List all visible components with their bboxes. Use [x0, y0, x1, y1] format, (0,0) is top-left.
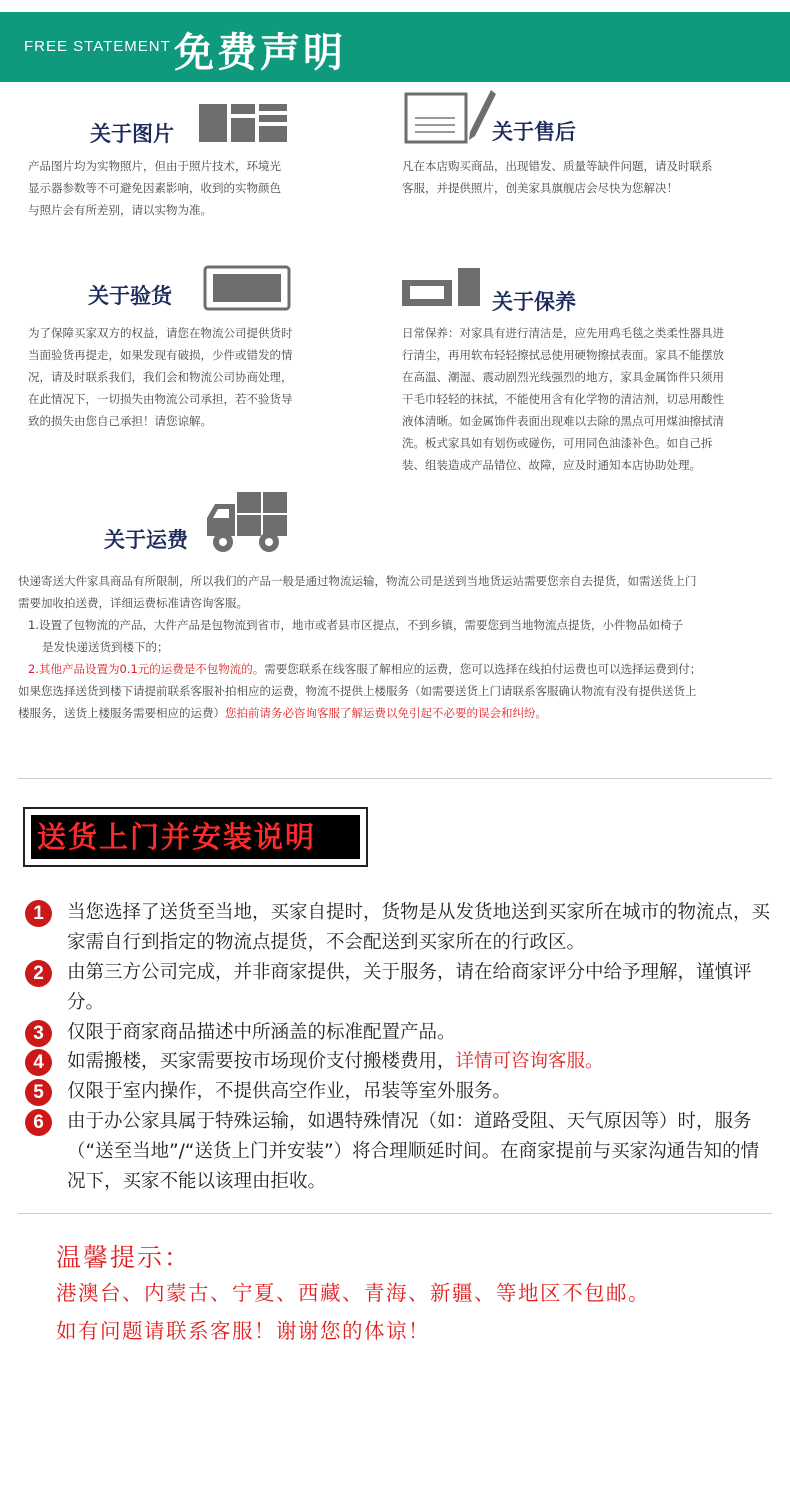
tips-line-2: 如有问题请联系客服！谢谢您的体谅！ [56, 1319, 430, 1343]
shipping-point-4-red: 您拍前请务必咨询客服了解运费以免引起不必要的误会和纠纷。 [225, 706, 547, 720]
section-text-maintenance: 日常保养：对家具有进行清洁是，应先用鸡毛毯之类柔性器具进 行清尘，再用软布轻轻擦拭忌使用硬物擦拭表面。家具不能摆放 在高温、潮湿、震动剧烈光线强烈的地方，家具金属饰件只须用 干毛巾轻轻的抹拭，不能使用含有化学物的清洁剂，切忌用酸性 液体清晰。如金属饰件表面出现难以去除的黑点可用煤油擦拭清 洗。板式家具如有划伤或碰伤，可用同色油漆补色。如自己拆 装、组装造成产品错位、故障，应及时通知本店协助处理。 [402, 326, 724, 472]
shipping-point-2 [28, 658, 701, 680]
section-title-aftersale: 关于售后 [492, 120, 576, 144]
tips-line-1: 港澳台、内蒙古、宁夏、西藏、青海、新疆、等地区不包邮。 [56, 1281, 650, 1305]
divider-top [18, 778, 772, 779]
shipping-point-4-text: 楼服务，送货上楼服务需要相应的运费） [18, 706, 225, 720]
section-text-inspection: 为了保障买家双方的权益，请您在物流公司提供货时 当面验货再提走，如果发现有破损，少件或错发的情 况，请及时联系我们，我们会和物流公司协商处理， 在此情况下，一切损失由物流公司承担，若不验货导 致的损失由您自己承担！请您谅解。 [28, 326, 293, 428]
list-item [25, 1047, 775, 1077]
section-text-aftersale: 凡在本店购买商品，出现错发、质量等缺件问题，请及时联系 客服，并提供照片，创美家具旗舰店会尽快为您解决！ [402, 159, 713, 195]
list-item-text [67, 1047, 772, 1077]
image-grid-icon [199, 104, 289, 142]
number-badge: 1 [25, 900, 52, 927]
list-item-text: 由于办公家具属于特殊运输，如遇特殊情况（如：道路受阻、天气原因等）时，服务（“送至当地”/“送货上门并安装”）将合理顺延时间。在商家提前与买家沟通告知的情况下，买家不能以该理由拒收。 [67, 1111, 760, 1192]
section-title-maintenance: 关于保养 [492, 290, 576, 314]
section-title-shipping: 关于运费 [104, 528, 188, 552]
tips-title: 温馨提示： [56, 1243, 192, 1272]
number-badge: 6 [25, 1109, 52, 1136]
monitor-icon [203, 265, 291, 311]
section-text-pictures: 产品图片均为实物照片，但由于照片技术，环境光 显示器参数等不可避免因素影响，收到的实物颜色 与照片会有所差别，请以实物为准。 [28, 159, 281, 217]
divider-bottom [18, 1213, 772, 1214]
list-item-text: 仅限于商家商品描述中所涵盖的标准配置产品。 [67, 1022, 456, 1043]
list-item [25, 898, 775, 958]
shipping-intro-line-2: 需要加收拍送费，详细运费标准请咨询客服。 [18, 596, 248, 610]
list-item [25, 1018, 775, 1048]
section-title-inspection: 关于验货 [88, 284, 172, 308]
banner-chinese-title: 免费声明 [174, 30, 346, 76]
shipping-point-2-red: 2.其他产品设置为0.1元的运费是不包物流的。 [28, 662, 265, 676]
list-item [25, 1107, 775, 1197]
header-banner [0, 12, 790, 82]
list-item-text-red: 详情可咨询客服。 [455, 1051, 604, 1072]
list-item [25, 1077, 775, 1107]
number-badge: 2 [25, 960, 52, 987]
banner-english-title: FREE STATEMENT [24, 38, 171, 55]
shipping-point-3: 如果您选择送货到楼下请提前联系客服补拍相应的运费，物流不提供上楼服务（如需要送货上门请联系客服确认物流有没有提供送货上 [18, 684, 697, 698]
document-pen-icon [403, 88, 498, 146]
list-item-text: 当您选择了送货至当地，买家自提时，货物是从发货地送到买家所在城市的物流点，买家需自行到指定的物流点提货，不会配送到买家所在的行政区。 [67, 902, 771, 953]
list-item-text: 仅限于室内操作，不提供高空作业，吊装等室外服务。 [67, 1081, 512, 1102]
list-item [25, 958, 775, 1018]
shipping-intro-line-1: 快递寄送大件家具商品有所限制，所以我们的产品一般是通过物流运输，物流公司是送到当地货运站需要您亲自去提货，如需送货上门 [18, 574, 697, 588]
delivery-truck-icon [205, 490, 289, 556]
number-badge: 5 [25, 1079, 52, 1106]
cabinet-icon [402, 268, 482, 308]
section-title-pictures: 关于图片 [90, 122, 174, 146]
number-badge: 4 [25, 1049, 52, 1076]
list-item-text: 由第三方公司完成，并非商家提供，关于服务，请在给商家评分中给予理解，谨慎评分。 [67, 962, 752, 1013]
shipping-point-4 [18, 702, 547, 724]
list-item-text-main: 如需搬楼，买家需要按市场现价支付搬楼费用， [67, 1051, 456, 1072]
delivery-title: 送货上门并安装说明 [31, 815, 360, 859]
delivery-title-box [23, 807, 368, 867]
number-badge: 3 [25, 1020, 52, 1047]
shipping-point-2-rest: 需要您联系在线客服了解相应的运费，您可以选择在线拍付运费也可以选择运费到付； [264, 662, 702, 676]
shipping-point-1: 1.设置了包物流的产品，大件产品是包物流到省市，地市或者县市区提点，不到乡镇，需要您到当地物流点提货，小件物品如椅子 [28, 618, 683, 632]
shipping-point-1-cont: 是发快递送货到楼下的； [42, 640, 169, 654]
